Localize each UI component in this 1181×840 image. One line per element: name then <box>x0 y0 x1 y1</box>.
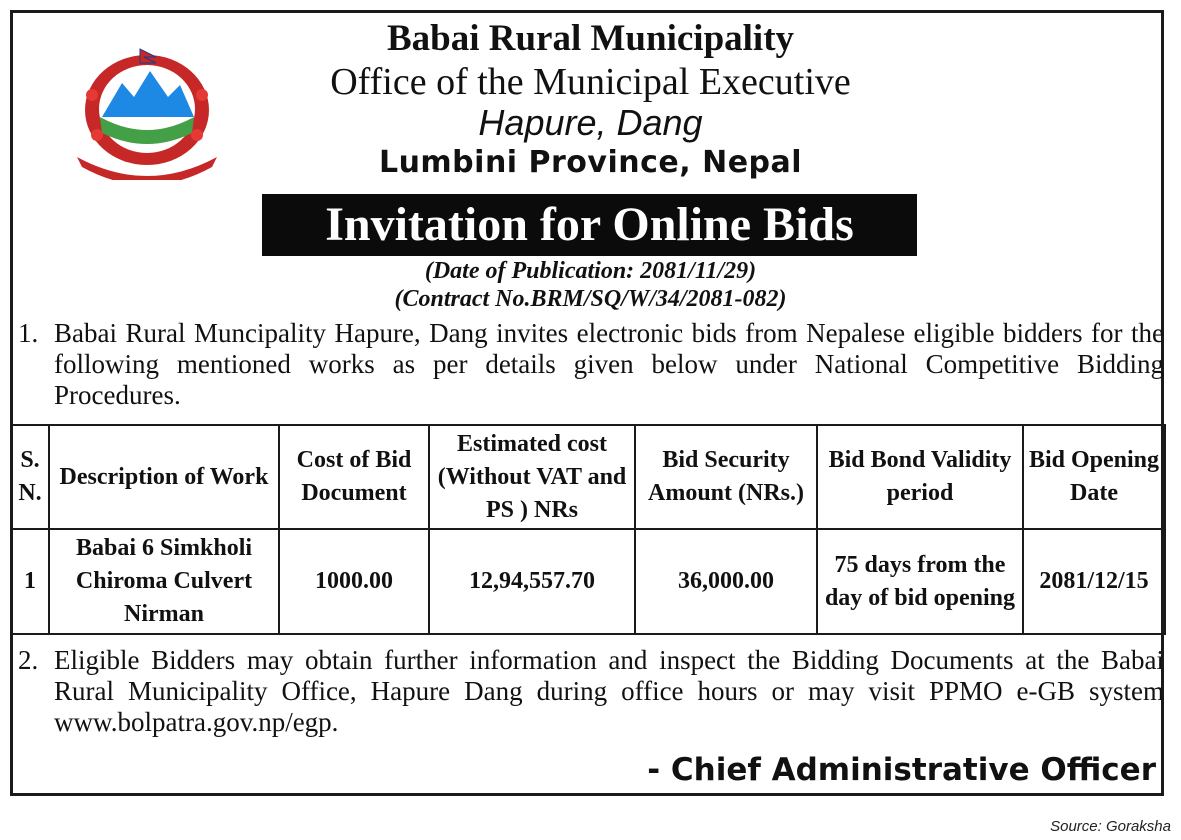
cell-description: Babai 6 Simkholi Chiroma Culvert Nirman <box>49 529 279 634</box>
location: Hapure, Dang <box>478 102 703 143</box>
cell-bid-security: 36,000.00 <box>635 529 817 634</box>
header-estimated-cost: Estimated cost (Without VAT and PS ) NRs <box>429 425 635 529</box>
signatory: - Chief Administrative Officer <box>647 752 1156 788</box>
paragraph-text: Babai Rural Muncipality Hapure, Dang invites electronic bids from Nepalese eligible bidders for the following mentioned works as per details given below under National Competitive Bidding Procedures. <box>54 318 1164 410</box>
paragraph-text: Eligible Bidders may obtain further information and inspect the Bidding Documents at the Babai Rural Municipality Office, Hapure Dang during office hours or may visit PPMO e-GB system www.bolpatra.gov.np/egp. <box>54 645 1164 737</box>
header-opening-date: Bid Opening Date <box>1023 425 1165 529</box>
cell-bond-validity: 75 days from the day of bid opening <box>817 529 1023 634</box>
header-sn: S. N. <box>11 425 49 529</box>
paragraph-1 <box>18 318 1164 411</box>
paragraph-2 <box>18 645 1164 738</box>
publication-date: (Date of Publication: 2081/11/29) <box>424 258 757 284</box>
notice-title: Invitation for Online Bids <box>262 194 917 256</box>
bids-table <box>10 424 1166 635</box>
table-header-row <box>11 425 1165 529</box>
municipality-name: Babai Rural Municipality <box>386 18 795 59</box>
cell-sn: 1 <box>11 529 49 634</box>
cell-opening-date: 2081/12/15 <box>1023 529 1165 634</box>
paragraph-number: 1. <box>18 318 39 348</box>
province: Lumbini Province, Nepal <box>378 145 803 180</box>
contract-number: (Contract No.BRM/SQ/W/34/2081-082) <box>394 286 787 312</box>
paragraph-number: 2. <box>18 645 39 675</box>
cell-estimated-cost: 12,94,557.70 <box>429 529 635 634</box>
office-name: Office of the Municipal Executive <box>330 61 851 103</box>
table-row <box>11 529 1165 634</box>
cell-cost: 1000.00 <box>279 529 429 634</box>
header-cost: Cost of Bid Document <box>279 425 429 529</box>
header-bond-validity: Bid Bond Validity period <box>817 425 1023 529</box>
header-description: Description of Work <box>49 425 279 529</box>
source-credit: Source: Goraksha <box>1050 818 1171 835</box>
header-bid-security: Bid Security Amount (NRs.) <box>635 425 817 529</box>
